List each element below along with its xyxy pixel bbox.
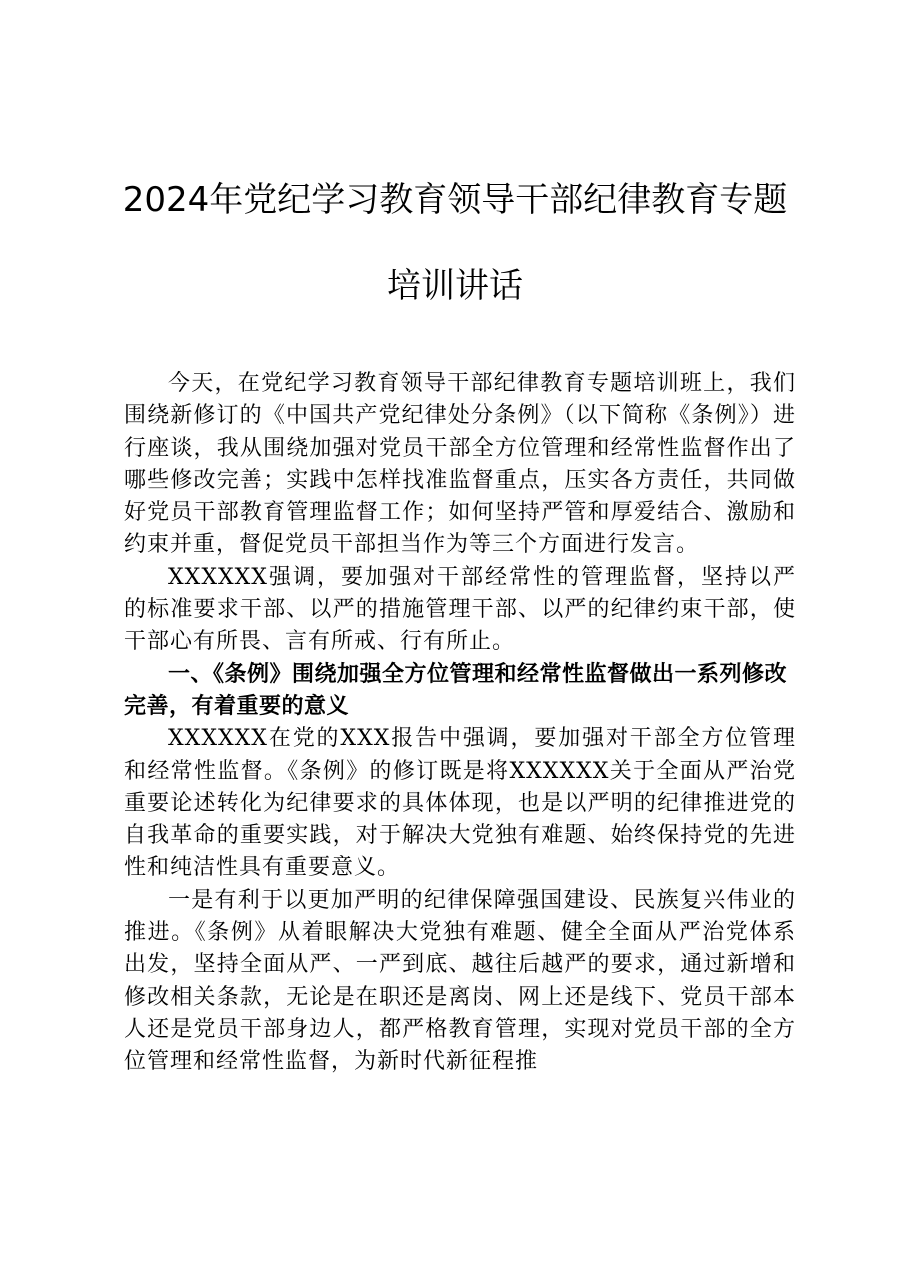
section-heading-1: 一、《条例》围绕加强全方位管理和经常性监督做出一系列修改完善，有着重要的意义 — [124, 661, 788, 719]
document-title-line-2: 培训讲话 — [387, 266, 523, 306]
document-body — [124, 368, 796, 1079]
paragraph-point-1: 一是有利于以更加严明的纪律保障强国建设、民族复兴伟业的推进。《条例》从着眼解决大党独有难题、健全全面从严治党体系出发，坚持全面从严、一严到底、越往后越严的要求，通过新增和修改相关条款，无论是在职还是离岗、网上还是线下、党员干部本人还是党员干部身边人，都严格教育管理，实现对党员干部的全方位管理和经常性监督，为新时代新征程推 — [124, 887, 796, 1075]
paragraph-intro: 今天，在党纪学习教育领导干部纪律教育专题培训班上，我们围绕新修订的《中国共产党纪律处分条例》（以下简称《条例》）进行座谈，我从围绕加强对党员干部全方位管理和经常性监督作出了哪些修改完善；实践中怎样找准监督重点，压实各方责任，共同做好党员干部教育管理监督工作；如何坚持严管和厚爱结合、激励和约束并重，督促党员干部担当作为等三个方面进行发言。 — [124, 371, 796, 558]
paragraph-emphasis: XXXXXX强调，要加强对干部经常性的管理监督，坚持以严的标准要求干部、以严的措施管理干部、以严的纪律约束干部，使干部心有所畏、言有所戒、行有所止。 — [124, 564, 796, 655]
paragraph-section-1: XXXXXX在党的XXX报告中强调，要加强对干部全方位管理和经常性监督。《条例》的修订既是将XXXXXX关于全面从严治党重要论述转化为纪律要求的具体体现，也是以严明的纪律推进党的自我革命的重要实践，对于解决大党独有难题、始终保持党的先进性和纯洁性具有重要意义。 — [124, 726, 796, 881]
document-title-line-1: 2024年党纪学习教育领导干部纪律教育专题 — [122, 180, 788, 220]
